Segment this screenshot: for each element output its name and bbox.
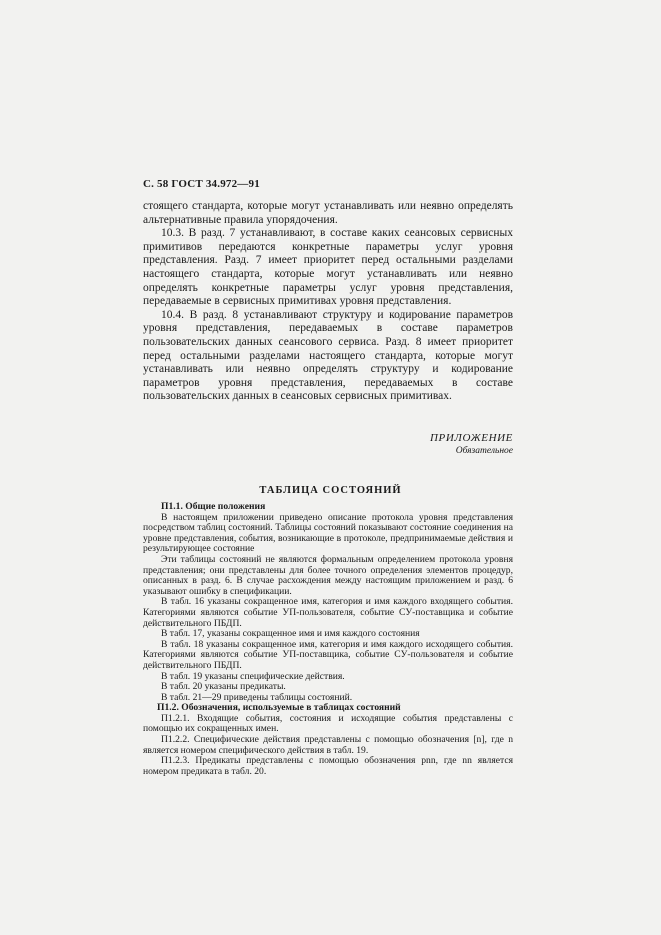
appendix-label: ПРИЛОЖЕНИЕ — [430, 432, 513, 444]
paragraph-p1-2-3: П1.2.3. Предикаты представлены с помощью обозначения pnn, где nn является номером предиката в табл. 20. — [143, 755, 513, 777]
paragraph-p1-1-b: Эти таблицы состояний не являются формальным определением протокола уровня представления; они представлены для более точного определения элементов процедур, описанных в разд. 6. В случае расхождения между настоящим приложением и разд. 6 указывают ошибку в спецификации. — [143, 553, 513, 597]
appendix-label-block — [430, 432, 513, 456]
paragraph-p1-2-2: П1.2.2. Специфические действия представлены с помощью обозначения [n], где n является номером специфического действия в табл. 19. — [143, 734, 513, 756]
paragraph-continuation: стоящего стандарта, которые могут устанавливать или неявно определять альтернативные правила упорядочения. — [143, 200, 513, 226]
main-text — [143, 200, 513, 404]
subsection-heading-p1-1: П1.1. Общие положения — [161, 501, 266, 512]
paragraph-p1-1-c: В табл. 16 указаны сокращенное имя, категория и имя каждого входящего события. Категориями являются событие УП-пользователя, событие СУ-поставщика и событие действительного ПБДП. — [143, 596, 513, 629]
paragraph-p1-1-g: В табл. 20 указаны предикаты. — [161, 681, 286, 693]
section-title: ТАБЛИЦА СОСТОЯНИЙ — [259, 485, 402, 496]
paragraph-p1-1-e: В табл. 18 указаны сокращенное имя, категория и имя каждого исходящего события. Категориями являются событие УП-поставщика, событие СУ-пользователя и событие действительного ПБДП. — [143, 638, 513, 671]
paragraph-p1-1-a: В настоящем приложении приведено описание протокола уровня представления посредством таблиц состояний. Таблицы состояний показывают состояние соединения на уровне представления, события, возникающие в протоколе, предпринимаемые действия и результирующее состояние — [143, 511, 513, 555]
paragraph-p1-2-1: П1.2.1. Входящие события, состояния и исходящие события представлены с помощью их сокращенных имен. — [143, 712, 513, 735]
subsection-heading-p1-2: П1.2. Обозначения, используемые в таблицах состояний — [157, 702, 401, 714]
appendix-text — [143, 502, 513, 777]
paragraph-10-4: 10.4. В разд. 8 устанавливают структуру и кодирование параметров уровня представления, передаваемых в составе параметров пользовательских данных сеансового сервиса. Разд. 8 имеет приоритет перед остальными разделами настоящего стандарта, которые могут устанавливать или неявно определять структуру и кодирование параметров уровня представления, передаваемых в составе пользовательских данных в сеансовых сервисных примитивах. — [143, 308, 513, 403]
paragraph-10-3: 10.3. В разд. 7 устанавливают, в составе каких сеансовых сервисных примитивов передаются конкретные параметры услуг уровня представления. Разд. 7 имеет приоритет перед остальными разделами настоящего стандарта, которые могут устанавливать или неявно определять конкретные параметры услуг уровня представления, передаваемые в сервисных примитивах уровня представления. — [143, 227, 513, 308]
page-header: С. 58 ГОСТ 34.972—91 — [143, 178, 260, 190]
paragraph-p1-1-h: В табл. 21—29 приведены таблицы состояний. — [161, 691, 353, 703]
paragraph-p1-1-f: В табл. 19 указаны специфические действия. — [161, 670, 345, 682]
paragraph-p1-1-d: В табл. 17, указаны сокращенное имя и имя каждого состояния — [161, 628, 420, 640]
appendix-status: Обязательное — [455, 446, 513, 456]
